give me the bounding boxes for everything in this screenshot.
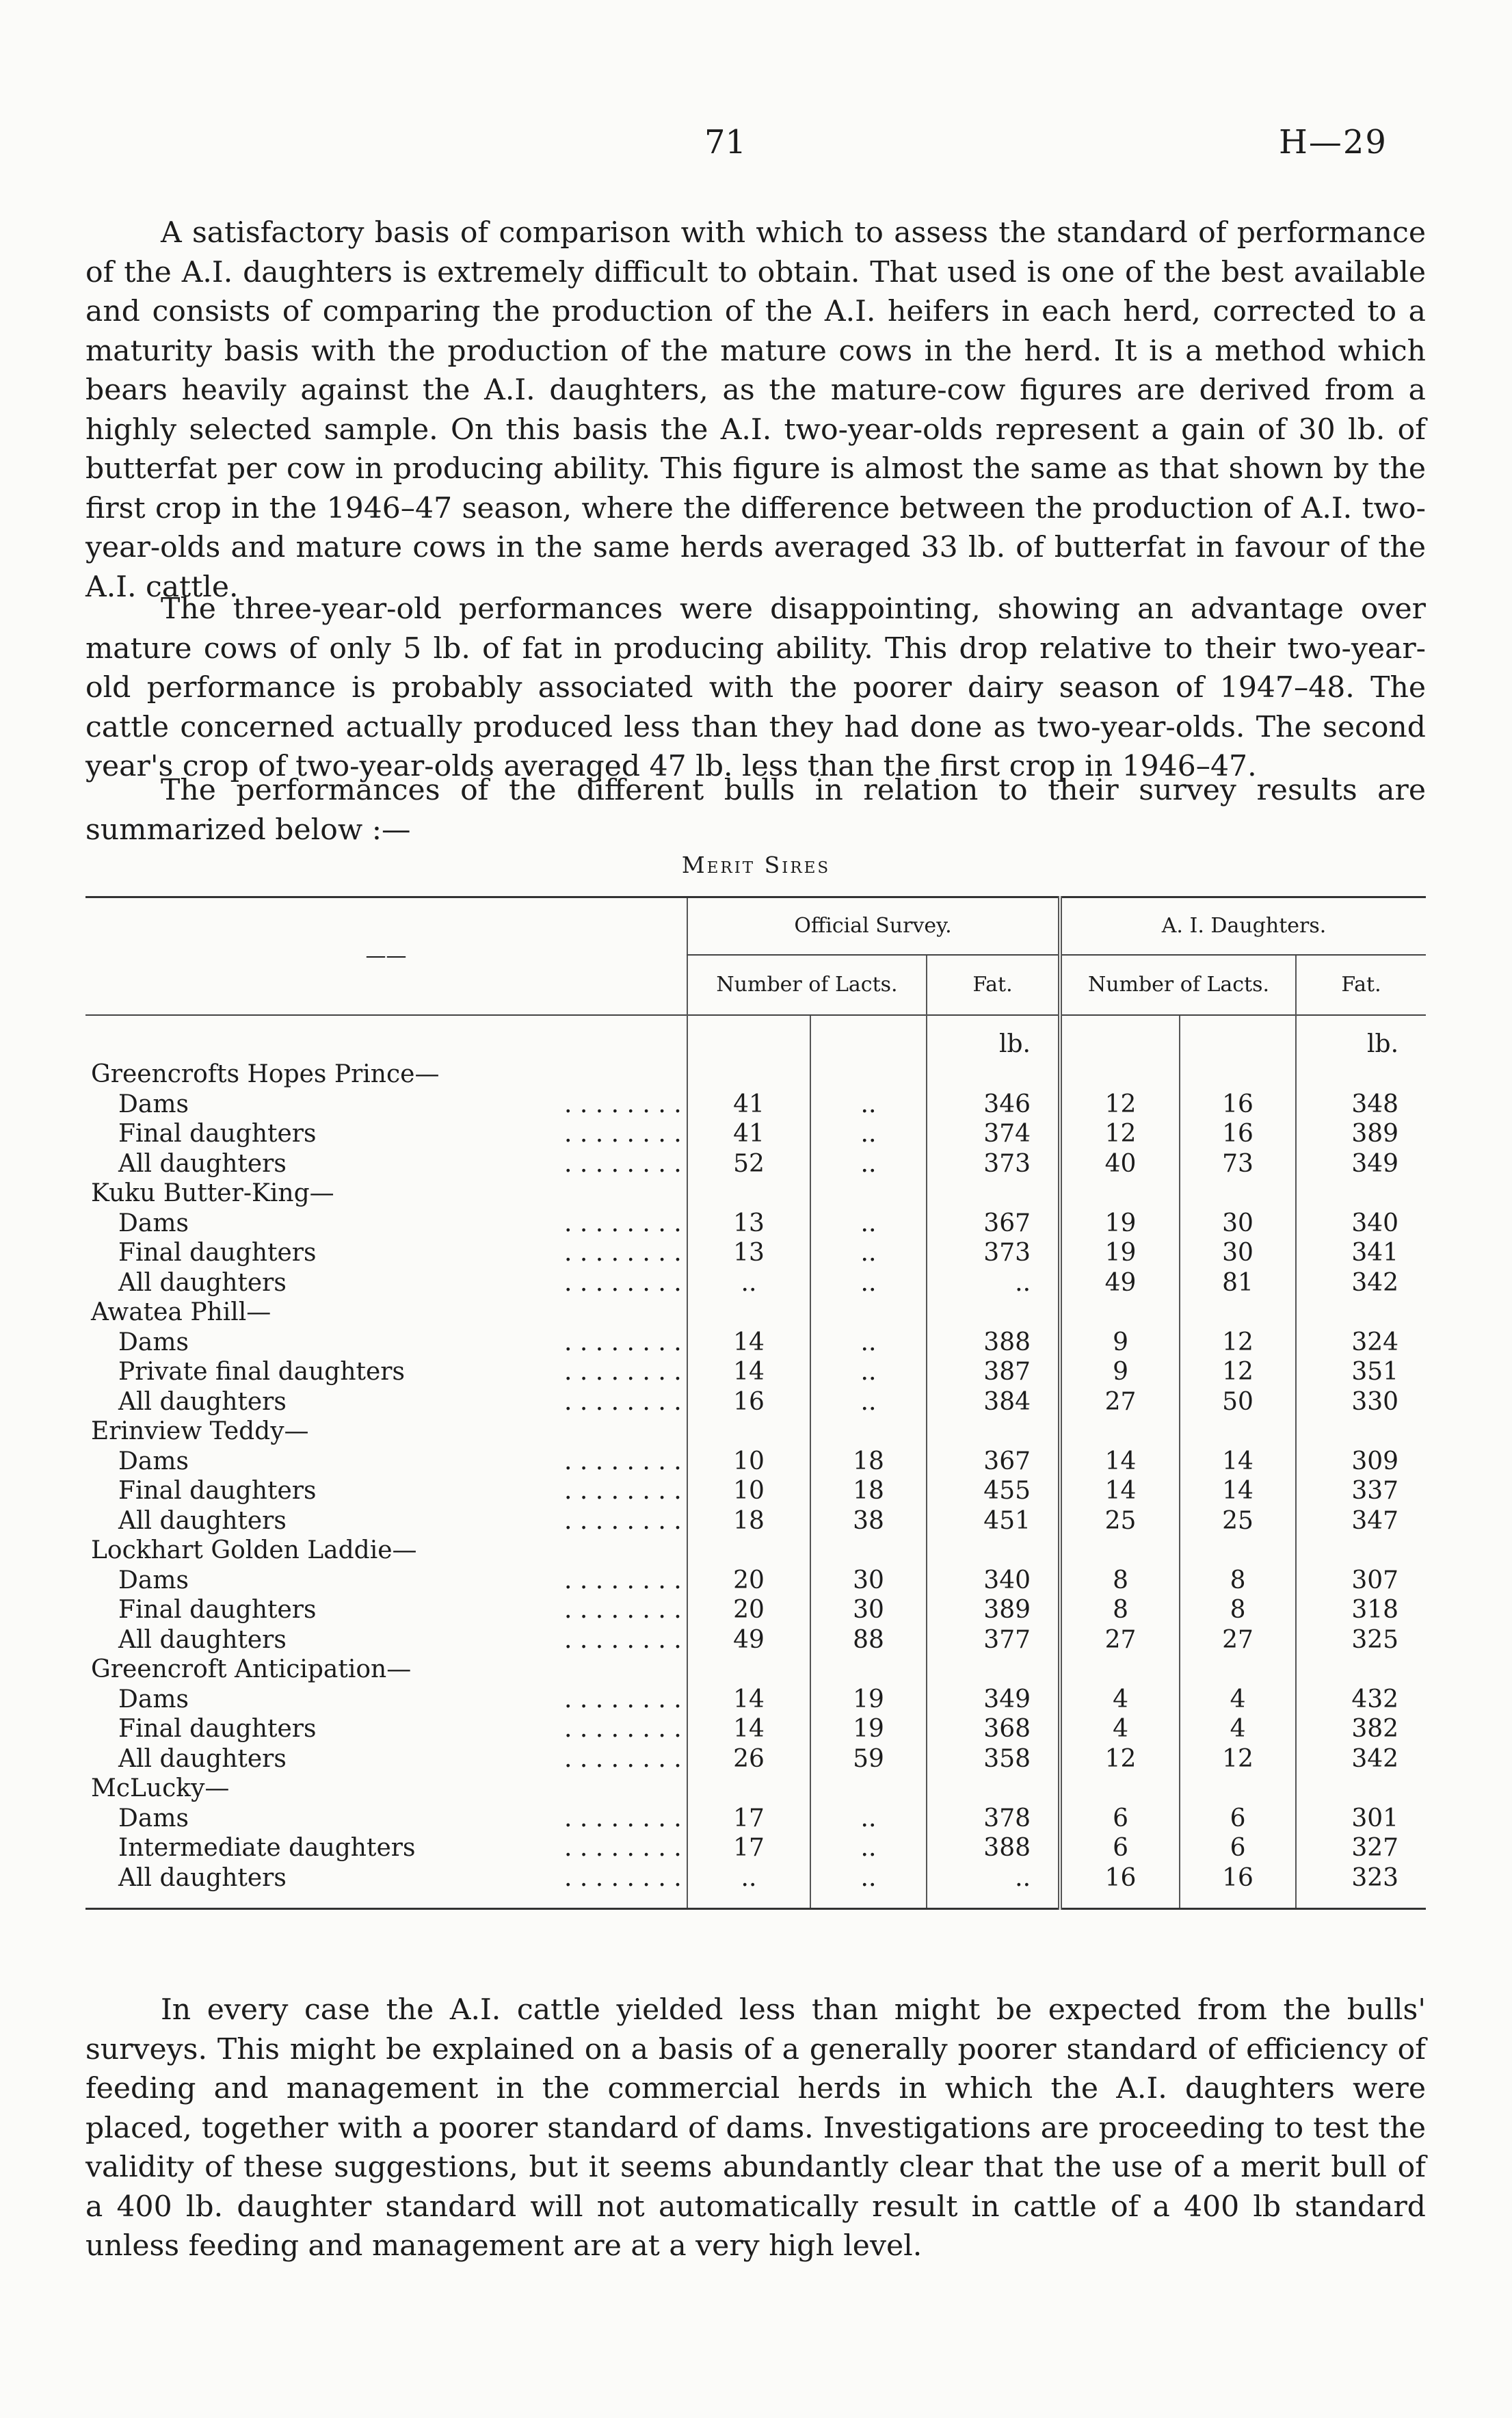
empty-cell xyxy=(687,1298,810,1328)
bull-name: Awatea Phill— xyxy=(91,1298,271,1326)
survey-fat-value: 455 xyxy=(927,1476,1060,1506)
survey-lacts-a-value: 17 xyxy=(687,1833,810,1863)
empty-cell xyxy=(1296,1417,1426,1447)
table-row xyxy=(85,1447,1426,1477)
merit-sires-table xyxy=(85,896,1426,1910)
ai-lacts-a-value: 14 xyxy=(1060,1476,1180,1506)
row-label xyxy=(85,1149,687,1179)
ai-lacts-a-value: 8 xyxy=(1060,1595,1180,1625)
ai-lacts-a-value: 27 xyxy=(1060,1625,1180,1655)
dot-leader: . . . . . . . . xyxy=(564,1268,682,1297)
empty-cell xyxy=(1180,1298,1296,1328)
bull-name: Kuku Butter-King— xyxy=(91,1179,334,1207)
table-row xyxy=(85,1566,1426,1596)
row-label xyxy=(85,1863,687,1909)
row-label-text: Dams xyxy=(118,1804,189,1832)
dot-leader: . . . . . . . . xyxy=(564,1506,682,1535)
empty-cell xyxy=(1060,1060,1180,1090)
empty-cell xyxy=(1180,1536,1296,1566)
table-row xyxy=(85,1744,1426,1774)
dot-leader: . . . . . . . . xyxy=(564,1566,682,1594)
row-label xyxy=(85,1685,687,1715)
row-label-text: All daughters xyxy=(118,1744,287,1773)
ai-lacts-b-value: 30 xyxy=(1180,1209,1296,1239)
ai-lacts-header: Number of Lacts. xyxy=(1060,955,1296,1015)
ai-lacts-b-value: 8 xyxy=(1180,1595,1296,1625)
survey-lacts-a-value: 26 xyxy=(687,1744,810,1774)
survey-fat-value: .. xyxy=(927,1863,1060,1909)
empty-cell xyxy=(927,1655,1060,1685)
ai-lacts-a-value: 6 xyxy=(1060,1833,1180,1863)
survey-lacts-b-value: .. xyxy=(810,1119,927,1149)
row-label xyxy=(85,1209,687,1239)
empty-cell xyxy=(687,1417,810,1447)
empty-cell xyxy=(927,1774,1060,1804)
survey-lacts-b-value: .. xyxy=(810,1357,927,1387)
empty-cell xyxy=(1296,1298,1426,1328)
survey-lacts-b-value: .. xyxy=(810,1238,927,1268)
ai-lacts-b-value: 12 xyxy=(1180,1357,1296,1387)
survey-lacts-b-value: .. xyxy=(810,1209,927,1239)
empty-cell xyxy=(810,1179,927,1209)
row-label-text: All daughters xyxy=(118,1268,287,1297)
ai-lacts-a-value: 9 xyxy=(1060,1357,1180,1387)
ai-fat-value: 342 xyxy=(1296,1268,1426,1298)
survey-lacts-b-value: 18 xyxy=(810,1476,927,1506)
bull-name: Lockhart Golden Laddie— xyxy=(91,1536,417,1564)
paragraph-comparison-basis: A satisfactory basis of comparison with which to assess the standard of performance of the A.I. daughters is extremely difficult to obtain. That used is one of the best available and consists of comparing the production of the A.I. heifers in each herd, corrected to a maturity basis with the production of the mature cows in the herd. It is a method which bears heavily against the A.I. daughters, as the mature-cow figures are derived from a highly selected sample. On this basis the A.I. two-year-olds represent a gain of 30 lb. of butterfat per cow in producing ability. This figure is almost the same as that shown by the first crop in the 1946–47 season, where the difference between the production of A.I. two-year-olds and mature cows in the same herds averaged 33 lb. of butterfat in favour of the A.I. cattle. xyxy=(85,216,1426,604)
ai-lacts-b-value: 30 xyxy=(1180,1238,1296,1268)
ai-fat-value: 347 xyxy=(1296,1506,1426,1536)
row-label-text: Final daughters xyxy=(118,1120,317,1148)
empty-cell xyxy=(1060,1179,1180,1209)
ai-fat-value: 348 xyxy=(1296,1090,1426,1120)
table-row xyxy=(85,1804,1426,1834)
survey-lacts-a-value: .. xyxy=(687,1863,810,1909)
table-row xyxy=(85,1387,1426,1417)
dot-leader: . . . . . . . . xyxy=(564,1358,682,1386)
row-label-text: Dams xyxy=(118,1447,189,1475)
survey-fat-value: 340 xyxy=(927,1566,1060,1596)
row-label xyxy=(85,1714,687,1744)
paragraph-table-intro: The performances of the different bulls in relation to their survey results are summarized below :— xyxy=(85,774,1426,847)
stub-header: —— xyxy=(85,897,687,1016)
ai-lacts-a-value: 12 xyxy=(1060,1119,1180,1149)
row-label-text: All daughters xyxy=(118,1387,287,1416)
empty-cell xyxy=(1296,1536,1426,1566)
survey-lacts-a-value: 14 xyxy=(687,1328,810,1358)
dot-leader: . . . . . . . . xyxy=(564,1209,682,1237)
table-row xyxy=(85,1209,1426,1239)
empty-cell xyxy=(1060,1298,1180,1328)
row-label-text: Final daughters xyxy=(118,1715,317,1743)
row-label-text: All daughters xyxy=(118,1149,287,1178)
ai-lacts-a-value: 12 xyxy=(1060,1744,1180,1774)
survey-fat-value: 349 xyxy=(927,1685,1060,1715)
ai-lacts-a-value: 19 xyxy=(1060,1209,1180,1239)
ai-lacts-b-value: 16 xyxy=(1180,1119,1296,1149)
row-label xyxy=(85,1357,687,1387)
ai-fat-value: 342 xyxy=(1296,1744,1426,1774)
survey-lacts-a-value: 17 xyxy=(687,1804,810,1834)
survey-lacts-a-value: 52 xyxy=(687,1149,810,1179)
row-label-text: Dams xyxy=(118,1328,189,1356)
survey-lacts-b-value: .. xyxy=(810,1387,927,1417)
dot-leader: . . . . . . . . xyxy=(564,1834,682,1862)
table-row xyxy=(85,1328,1426,1358)
survey-lacts-a-value: 49 xyxy=(687,1625,810,1655)
empty-cell xyxy=(810,1060,927,1090)
table-row xyxy=(85,1714,1426,1744)
row-label-text: Private final daughters xyxy=(118,1358,405,1386)
survey-lacts-a-value: 20 xyxy=(687,1566,810,1596)
ai-fat-value: 349 xyxy=(1296,1149,1426,1179)
ai-lacts-a-value: 27 xyxy=(1060,1387,1180,1417)
survey-lacts-a-value: 20 xyxy=(687,1595,810,1625)
survey-fat-value: 389 xyxy=(927,1595,1060,1625)
row-label xyxy=(85,1328,687,1358)
ai-lacts-a-value: 40 xyxy=(1060,1149,1180,1179)
survey-fat-header: Fat. xyxy=(927,955,1060,1015)
dot-leader: . . . . . . . . xyxy=(564,1863,682,1892)
ai-lacts-b-value: 50 xyxy=(1180,1387,1296,1417)
paragraph-conclusion: In every case the A.I. cattle yielded less than might be expected from the bulls' surveys. This might be explained on a basis of a generally poorer standard of efficiency of feeding and management in the commercial herds in which the A.I. daughters were placed, together with a poorer standard of dams. Investigations are proceeding to test the validity of these suggestions, but it seems abundantly clear that the use of a merit bull of a 400 lb. daughter standard will not automatically result in cattle of a 400 lb standard unless feeding and management are at a very high level. xyxy=(85,1993,1426,2263)
row-label-text: Final daughters xyxy=(118,1477,317,1505)
dot-leader: . . . . . . . . xyxy=(564,1744,682,1773)
ai-fat-value: 340 xyxy=(1296,1209,1426,1239)
ai-lacts-a-value: 4 xyxy=(1060,1714,1180,1744)
row-label xyxy=(85,1625,687,1655)
ai-lacts-b-value: 27 xyxy=(1180,1625,1296,1655)
survey-fat-value: 373 xyxy=(927,1238,1060,1268)
paragraph-three-year-olds: The three-year-old performances were disappointing, showing an advantage over mature cows of only 5 lb. of fat in producing ability. This drop relative to their two-year-old performance is probably associated with the poorer dairy season of 1947–48. The cattle concerned actually produced less than they had done as two-year-olds. The second year's crop of two-year-olds averaged 47 lb. less than the first crop in 1946–47. xyxy=(85,592,1426,783)
survey-lacts-b-value: .. xyxy=(810,1090,927,1120)
survey-lacts-a-value: 14 xyxy=(687,1714,810,1744)
survey-fat-unit: lb. xyxy=(927,1015,1060,1060)
empty-cell xyxy=(1180,1774,1296,1804)
ai-lacts-b-value: 12 xyxy=(1180,1328,1296,1358)
row-label xyxy=(85,1744,687,1774)
row-label-text: Final daughters xyxy=(118,1596,317,1624)
row-label xyxy=(85,1833,687,1863)
ai-fat-value: 432 xyxy=(1296,1685,1426,1715)
official-survey-header: Official Survey. xyxy=(687,897,1060,956)
survey-lacts-a-value: 10 xyxy=(687,1447,810,1477)
empty-cell xyxy=(1060,1774,1180,1804)
table-row xyxy=(85,1833,1426,1863)
row-label xyxy=(85,1447,687,1477)
empty-cell xyxy=(1296,1179,1426,1209)
empty-cell xyxy=(1180,1655,1296,1685)
bull-group-row xyxy=(85,1655,1426,1685)
ai-lacts-a-value: 8 xyxy=(1060,1566,1180,1596)
survey-fat-value: 358 xyxy=(927,1744,1060,1774)
empty-cell xyxy=(1296,1774,1426,1804)
empty-cell xyxy=(687,1179,810,1209)
table-row xyxy=(85,1268,1426,1298)
table-row xyxy=(85,1595,1426,1625)
ai-lacts-a-value: 19 xyxy=(1060,1238,1180,1268)
empty-cell xyxy=(1296,1060,1426,1090)
ai-fat-value: 341 xyxy=(1296,1238,1426,1268)
survey-fat-value: 346 xyxy=(927,1090,1060,1120)
row-label xyxy=(85,1566,687,1596)
bull-group-row xyxy=(85,1417,1426,1447)
ai-lacts-a-value: 49 xyxy=(1060,1268,1180,1298)
table-row xyxy=(85,1625,1426,1655)
ai-lacts-a-value: 4 xyxy=(1060,1685,1180,1715)
empty-cell xyxy=(1180,1060,1296,1090)
ai-lacts-b-value: 8 xyxy=(1180,1566,1296,1596)
page-number: 71 xyxy=(704,123,747,161)
bull-name: Erinview Teddy— xyxy=(91,1417,309,1445)
empty-cell xyxy=(687,1655,810,1685)
empty-cell xyxy=(687,1536,810,1566)
dot-leader: . . . . . . . . xyxy=(564,1120,682,1148)
survey-fat-value: 368 xyxy=(927,1714,1060,1744)
dot-leader: . . . . . . . . xyxy=(564,1804,682,1832)
row-label xyxy=(85,1595,687,1625)
bull-group-row xyxy=(85,1774,1426,1804)
row-label-text: All daughters xyxy=(118,1625,287,1654)
empty-cell xyxy=(810,1774,927,1804)
survey-lacts-a-value: 18 xyxy=(687,1506,810,1536)
dot-leader: . . . . . . . . xyxy=(564,1090,682,1118)
survey-lacts-b-value: 59 xyxy=(810,1744,927,1774)
dot-leader: . . . . . . . . xyxy=(564,1328,682,1356)
ai-fat-value: 309 xyxy=(1296,1447,1426,1477)
row-label-text: All daughters xyxy=(118,1863,287,1892)
empty-cell xyxy=(810,1655,927,1685)
ai-fat-value: 337 xyxy=(1296,1476,1426,1506)
survey-lacts-b-value: 38 xyxy=(810,1506,927,1536)
bull-group-row xyxy=(85,1298,1426,1328)
survey-fat-value: 387 xyxy=(927,1357,1060,1387)
dot-leader: . . . . . . . . xyxy=(564,1685,682,1713)
ai-lacts-b-value: 81 xyxy=(1180,1268,1296,1298)
ai-fat-value: 307 xyxy=(1296,1566,1426,1596)
row-label xyxy=(85,1119,687,1149)
table-body xyxy=(85,1015,1426,1909)
dot-leader: . . . . . . . . xyxy=(564,1596,682,1624)
dot-leader: . . . . . . . . xyxy=(564,1447,682,1475)
survey-fat-value: 378 xyxy=(927,1804,1060,1834)
survey-lacts-a-value: 13 xyxy=(687,1238,810,1268)
bull-name: McLucky— xyxy=(91,1774,230,1802)
ai-fat-value: 382 xyxy=(1296,1714,1426,1744)
table-row xyxy=(85,1119,1426,1149)
empty-cell xyxy=(687,1060,810,1090)
ai-fat-value: 330 xyxy=(1296,1387,1426,1417)
ai-fat-value: 301 xyxy=(1296,1804,1426,1834)
empty-cell xyxy=(810,1417,927,1447)
row-label xyxy=(85,1476,687,1506)
empty-cell xyxy=(927,1298,1060,1328)
survey-lacts-a-value: 13 xyxy=(687,1209,810,1239)
survey-lacts-a-value: 10 xyxy=(687,1476,810,1506)
survey-lacts-b-value: .. xyxy=(810,1804,927,1834)
table-row xyxy=(85,1238,1426,1268)
ai-lacts-b-value: 12 xyxy=(1180,1744,1296,1774)
row-label-text: Dams xyxy=(118,1090,189,1118)
survey-lacts-b-value: 88 xyxy=(810,1625,927,1655)
row-label xyxy=(85,1387,687,1417)
survey-lacts-b-value: 30 xyxy=(810,1595,927,1625)
ai-daughters-header: A. I. Daughters. xyxy=(1060,897,1426,956)
bull-group-row xyxy=(85,1536,1426,1566)
survey-lacts-b-value: 18 xyxy=(810,1447,927,1477)
table-row xyxy=(85,1863,1426,1909)
page-header xyxy=(0,123,1512,171)
ai-lacts-b-value: 16 xyxy=(1180,1863,1296,1909)
survey-lacts-b-value: 19 xyxy=(810,1685,927,1715)
row-label-text: Dams xyxy=(118,1685,189,1713)
ai-fat-value: 324 xyxy=(1296,1328,1426,1358)
row-label xyxy=(85,1804,687,1834)
document-reference: H—29 xyxy=(1279,123,1388,161)
survey-lacts-b-value: 19 xyxy=(810,1714,927,1744)
ai-fat-value: 389 xyxy=(1296,1119,1426,1149)
row-label xyxy=(85,1506,687,1536)
survey-fat-value: .. xyxy=(927,1268,1060,1298)
survey-lacts-a-value: 41 xyxy=(687,1090,810,1120)
ai-lacts-b-value: 4 xyxy=(1180,1685,1296,1715)
empty-cell xyxy=(927,1060,1060,1090)
ai-fat-value: 318 xyxy=(1296,1595,1426,1625)
ai-fat-value: 323 xyxy=(1296,1863,1426,1909)
empty-cell xyxy=(687,1774,810,1804)
ai-lacts-a-value: 16 xyxy=(1060,1863,1180,1909)
ai-fat-value: 351 xyxy=(1296,1357,1426,1387)
ai-lacts-a-value: 14 xyxy=(1060,1447,1180,1477)
bull-group-row xyxy=(85,1060,1426,1090)
survey-fat-value: 367 xyxy=(927,1209,1060,1239)
ai-fat-value: 327 xyxy=(1296,1833,1426,1863)
ai-lacts-b-value: 14 xyxy=(1180,1476,1296,1506)
bull-name: Greencrofts Hopes Prince— xyxy=(91,1060,440,1088)
survey-lacts-header: Number of Lacts. xyxy=(687,955,927,1015)
survey-lacts-b-value: .. xyxy=(810,1863,927,1909)
row-label-text: Intermediate daughters xyxy=(118,1834,416,1862)
ai-lacts-b-value: 73 xyxy=(1180,1149,1296,1179)
survey-lacts-b-value: .. xyxy=(810,1268,927,1298)
survey-fat-value: 388 xyxy=(927,1833,1060,1863)
table-row xyxy=(85,1685,1426,1715)
empty-cell xyxy=(1180,1417,1296,1447)
survey-fat-value: 373 xyxy=(927,1149,1060,1179)
ai-lacts-b-value: 16 xyxy=(1180,1090,1296,1120)
dot-leader: . . . . . . . . xyxy=(564,1715,682,1743)
survey-lacts-a-value: 14 xyxy=(687,1357,810,1387)
empty-cell xyxy=(927,1536,1060,1566)
survey-lacts-b-value: .. xyxy=(810,1833,927,1863)
empty-cell xyxy=(1060,1655,1180,1685)
bull-name: Greencroft Anticipation— xyxy=(91,1655,412,1683)
table-title: Merit Sires xyxy=(681,852,831,878)
row-label-text: Final daughters xyxy=(118,1239,317,1267)
survey-fat-value: 388 xyxy=(927,1328,1060,1358)
survey-lacts-a-value: 41 xyxy=(687,1119,810,1149)
dot-leader: . . . . . . . . xyxy=(564,1625,682,1654)
survey-fat-value: 384 xyxy=(927,1387,1060,1417)
empty-cell xyxy=(1060,1417,1180,1447)
survey-lacts-b-value: .. xyxy=(810,1149,927,1179)
table-row xyxy=(85,1357,1426,1387)
ai-lacts-b-value: 6 xyxy=(1180,1833,1296,1863)
survey-fat-value: 451 xyxy=(927,1506,1060,1536)
empty-cell xyxy=(927,1179,1060,1209)
ai-lacts-a-value: 12 xyxy=(1060,1090,1180,1120)
empty-cell xyxy=(927,1417,1060,1447)
ai-lacts-a-value: 6 xyxy=(1060,1804,1180,1834)
survey-fat-value: 374 xyxy=(927,1119,1060,1149)
dot-leader: . . . . . . . . xyxy=(564,1477,682,1505)
survey-fat-value: 377 xyxy=(927,1625,1060,1655)
survey-lacts-b-value: 30 xyxy=(810,1566,927,1596)
empty-cell xyxy=(1060,1536,1180,1566)
row-label xyxy=(85,1238,687,1268)
empty-cell xyxy=(810,1298,927,1328)
survey-lacts-b-value: .. xyxy=(810,1328,927,1358)
dot-leader: . . . . . . . . xyxy=(564,1149,682,1178)
table-row xyxy=(85,1090,1426,1120)
bull-group-row xyxy=(85,1179,1426,1209)
table-row xyxy=(85,1149,1426,1179)
empty-cell xyxy=(1180,1179,1296,1209)
row-label-text: Dams xyxy=(118,1209,189,1237)
row-label-text: Dams xyxy=(118,1566,189,1594)
survey-lacts-a-value: 14 xyxy=(687,1685,810,1715)
ai-lacts-b-value: 25 xyxy=(1180,1506,1296,1536)
table-row xyxy=(85,1506,1426,1536)
ai-fat-value: 325 xyxy=(1296,1625,1426,1655)
row-label xyxy=(85,1090,687,1120)
ai-lacts-a-value: 9 xyxy=(1060,1328,1180,1358)
ai-lacts-b-value: 14 xyxy=(1180,1447,1296,1477)
table-row xyxy=(85,1476,1426,1506)
row-label-text: All daughters xyxy=(118,1506,287,1535)
survey-lacts-a-value: .. xyxy=(687,1268,810,1298)
ai-fat-header: Fat. xyxy=(1296,955,1426,1015)
ai-fat-unit: lb. xyxy=(1296,1015,1426,1060)
empty-cell xyxy=(1296,1655,1426,1685)
survey-fat-value: 367 xyxy=(927,1447,1060,1477)
empty-cell xyxy=(810,1536,927,1566)
dot-leader: . . . . . . . . xyxy=(564,1239,682,1267)
ai-lacts-a-value: 25 xyxy=(1060,1506,1180,1536)
ai-lacts-b-value: 6 xyxy=(1180,1804,1296,1834)
dot-leader: . . . . . . . . xyxy=(564,1387,682,1416)
ai-lacts-b-value: 4 xyxy=(1180,1714,1296,1744)
row-label xyxy=(85,1268,687,1298)
survey-lacts-a-value: 16 xyxy=(687,1387,810,1417)
